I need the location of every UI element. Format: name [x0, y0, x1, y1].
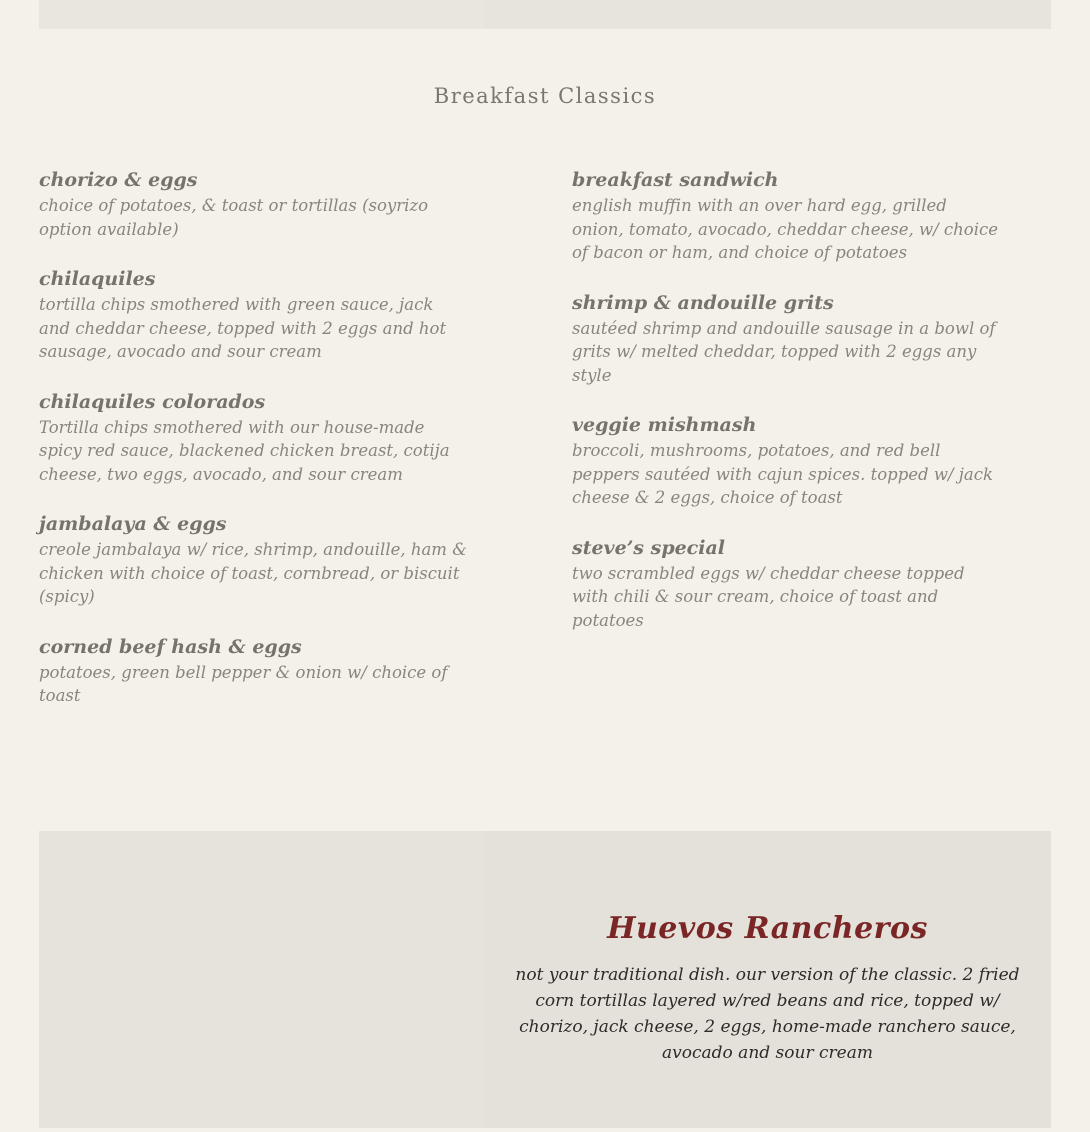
menu-item: [39, 388, 469, 487]
menu-item-description: sautéed shrimp and andouille sausage in a bowl of grits w/ melted cheddar, topped with 2 eggs any style: [572, 318, 996, 385]
menu-item: [39, 510, 469, 609]
menu-item-name: steve’s special: [572, 536, 726, 559]
menu-item-name: corned beef hash & eggs: [39, 635, 302, 658]
menu-item-name: chorizo & eggs: [39, 169, 198, 191]
section-title: Breakfast Classics: [433, 84, 657, 108]
menu-item: [572, 411, 1002, 510]
menu-item-name: chilaquiles: [39, 268, 156, 290]
menu-item-name: breakfast sandwich: [572, 169, 779, 191]
menu-item-description: broccoli, mushrooms, potatoes, and red bell peppers sautéed with cajun spices. topped w/ jack cheese & 2 eggs, choice of toast: [572, 441, 993, 507]
menu-item: [39, 633, 469, 708]
menu-item: [572, 166, 1002, 265]
menu-column-left: [39, 166, 469, 732]
menu-item-description: potatoes, green bell pepper & onion w/ choice of toast: [39, 662, 448, 705]
menu-item-description: Tortilla chips smothered with our house-made spicy red sauce, blackened chicken breast, cotija cheese, two eggs, avocado, and sour cream: [39, 417, 450, 484]
menu-item-name: jambalaya & eggs: [39, 513, 227, 535]
top-image-band: [39, 0, 1051, 29]
menu-item-description: two scrambled eggs w/ cheddar cheese topped with chili & sour cream, choice of toast and potatoes: [572, 563, 965, 630]
menu-item-description: tortilla chips smothered with green sauce, jack and cheddar cheese, topped with 2 eggs and hot sausage, avocado and sour cream: [39, 295, 447, 361]
menu-item: [572, 534, 1002, 633]
feature-card: [500, 911, 1035, 1066]
menu-item: [39, 166, 469, 241]
top-image-left: [39, 0, 484, 29]
menu-item-description: creole jambalaya w/ rice, shrimp, andouille, ham & chicken with choice of toast, cornbread, or biscuit (spicy): [39, 540, 467, 606]
menu-item-name: shrimp & andouille grits: [572, 291, 834, 314]
feature-band: [39, 831, 1051, 1128]
menu-item-name: veggie mishmash: [572, 414, 757, 436]
menu-item-description: english muffin with an over hard egg, grilled onion, tomato, avocado, cheddar cheese, w/ choice of bacon or ham, and choice of potatoes: [572, 196, 999, 262]
feature-title: Huevos Rancheros: [607, 911, 928, 946]
menu-item-description: choice of potatoes, & toast or tortillas (soyrizo option available): [39, 196, 429, 239]
menu-item-name: chilaquiles colorados: [39, 390, 266, 413]
menu-item: [39, 265, 469, 364]
menu-item: [572, 289, 1002, 388]
feature-description: not your traditional dish. our version of the classic. 2 fried corn tortillas layered w/red beans and rice, topped w/ chorizo, jack cheese, 2 eggs, home-made ranchero sauce, avocado and sour cream: [515, 965, 1020, 1063]
feature-image: [39, 831, 484, 1128]
menu-column-right: [572, 166, 1002, 656]
